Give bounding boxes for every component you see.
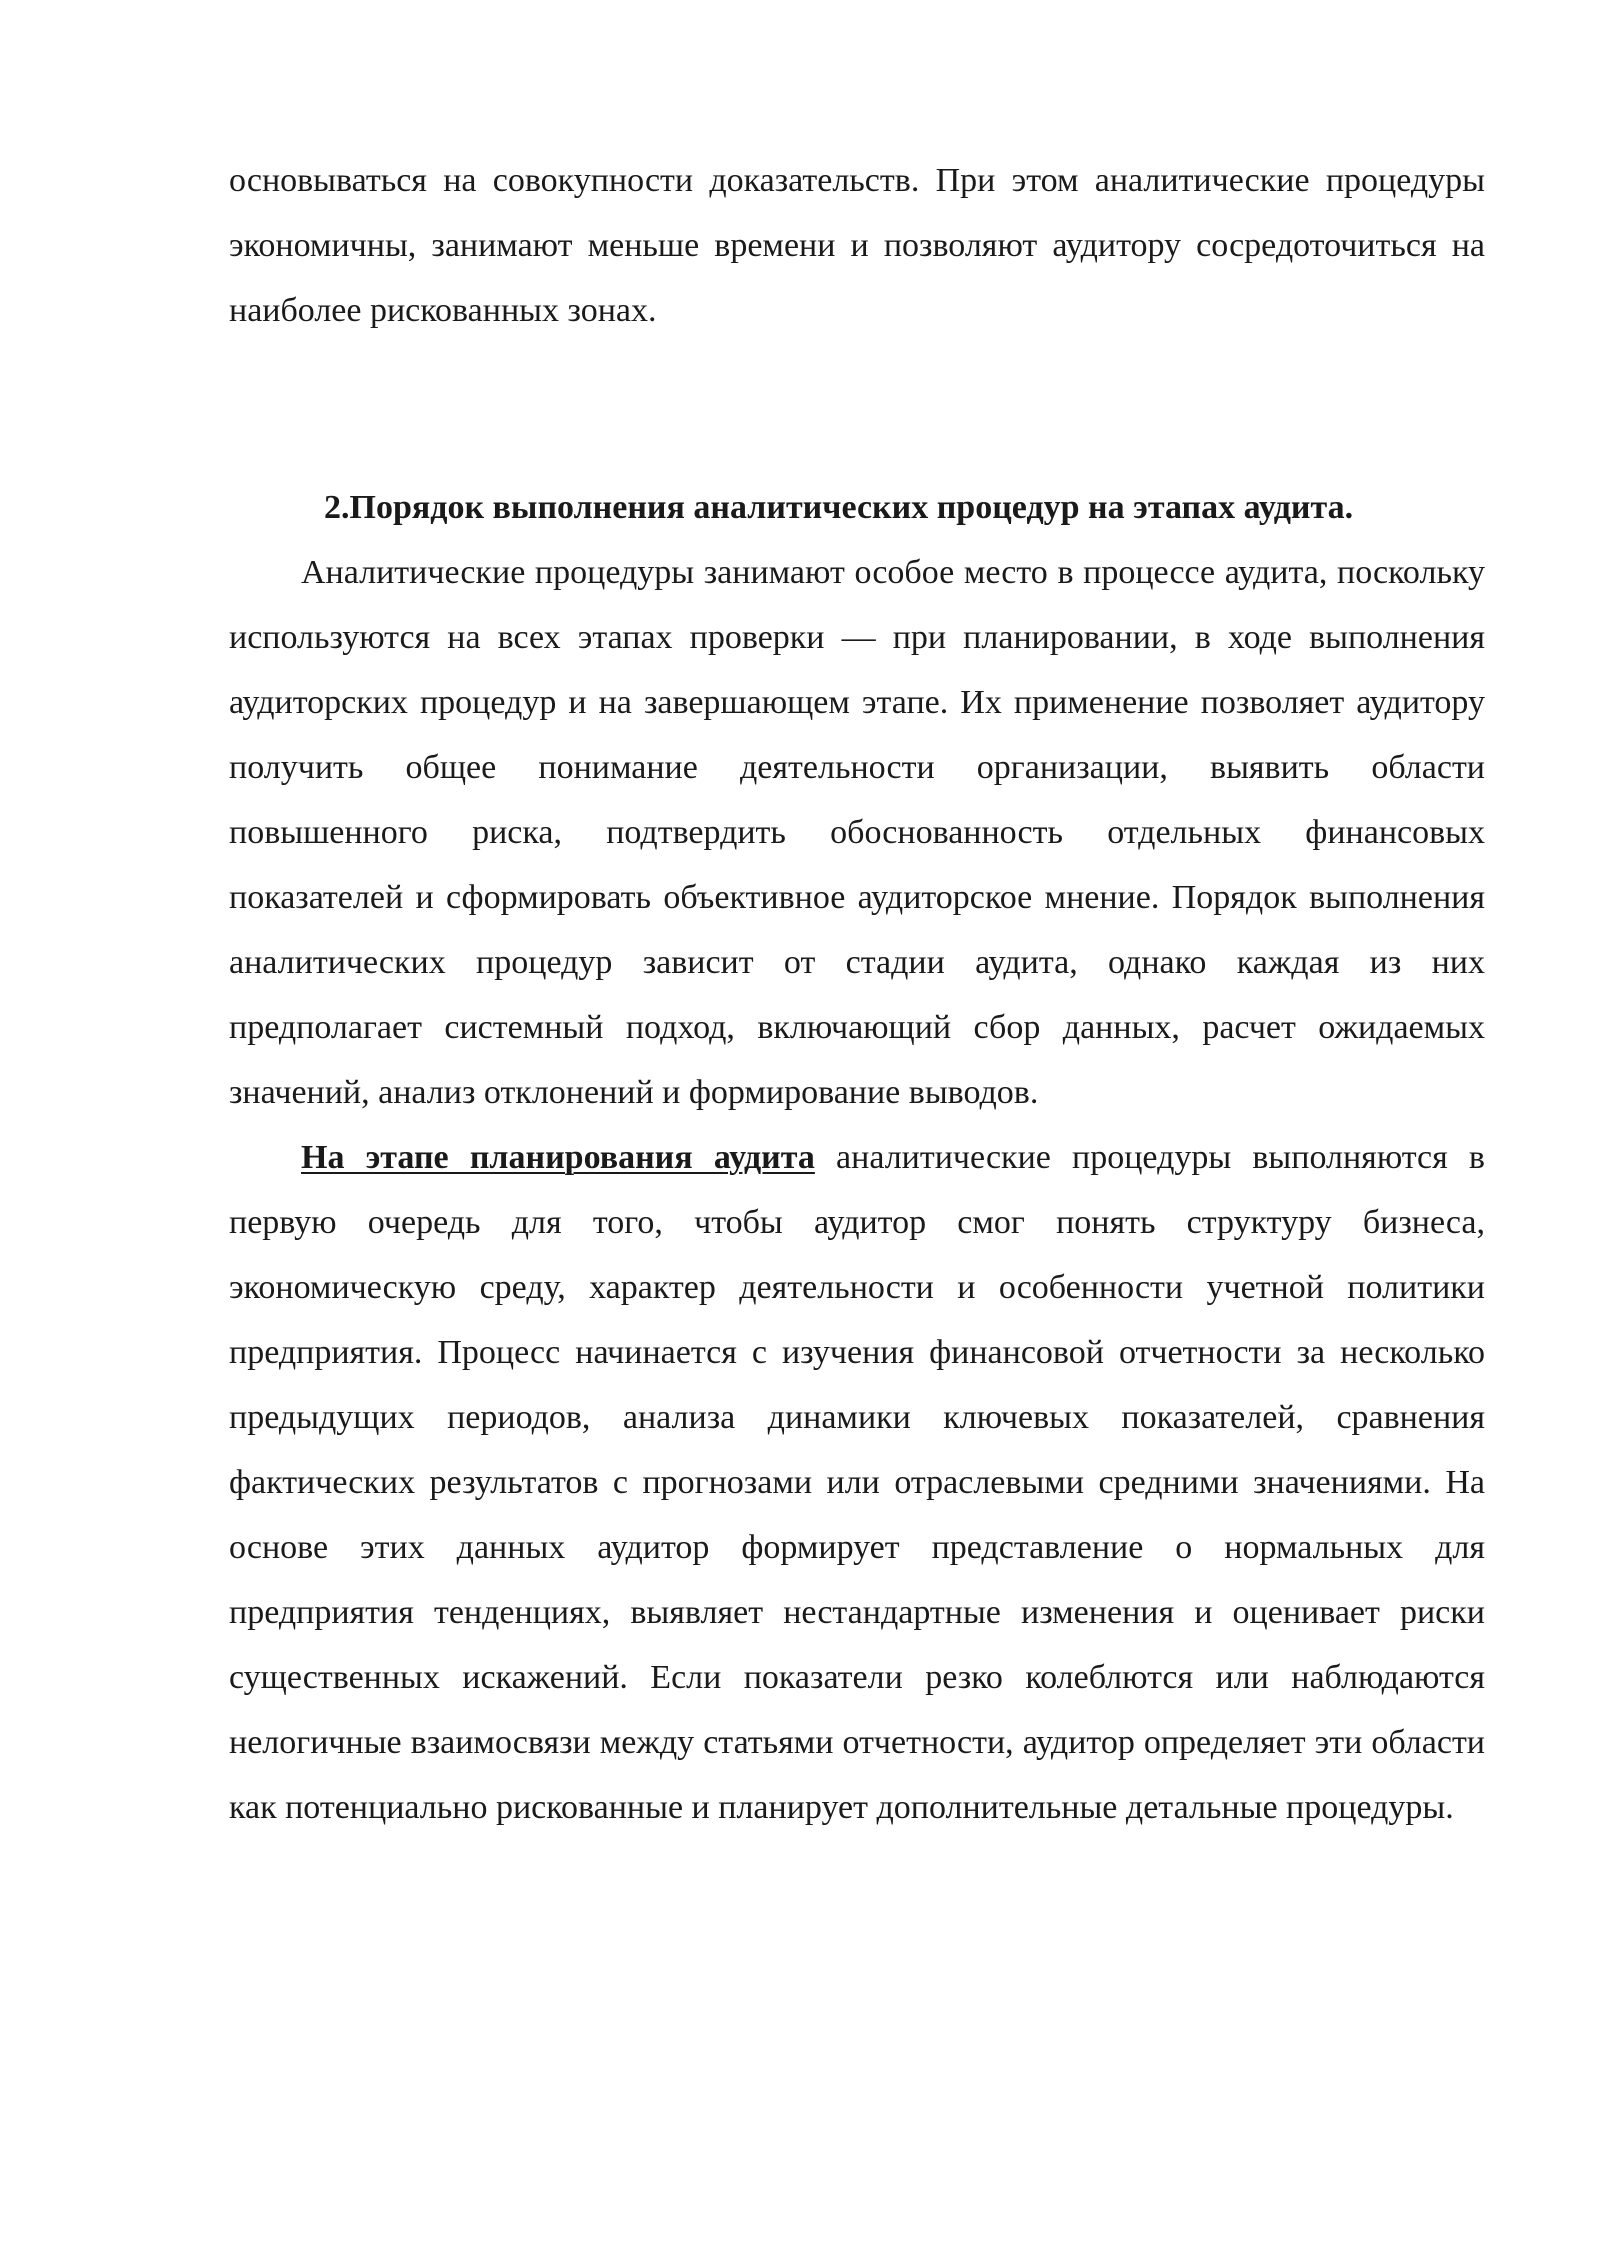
document-page [229, 148, 1485, 1840]
paragraph-lead-phrase: На этапе планирования аудита [301, 1139, 815, 1176]
paragraph-2-body: аналитические процедуры выполняются в первую очередь для того, чтобы аудитор смог понять структуру бизнеса, экономическую среду, характер деятельности и особенности учетной политики предприятия. Процесс начинается с изучения финансовой отчетности за несколько предыдущих периодов, анализа динамики ключевых показателей, сравнения фактических результатов с прогнозами или отраслевыми средними значениями. На основе этих данных аудитор формирует представление о нормальных для предприятия тенденциях, выявляет нестандартные изменения и оценивает риски существенных искажений. Если показатели резко колеблются или наблюдаются нелогичные взаимосвязи между статьями отчетности, аудитор определяет эти области как потенциально рискованные и планирует дополнительные детальные процедуры. [229, 1139, 1485, 1826]
body-paragraph-2 [229, 1125, 1485, 1840]
section-heading: 2.Порядок выполнения аналитических процедур на этапах аудита. [324, 489, 1354, 526]
intro-paragraph: основываться на совокупности доказательств. При этом аналитические процедуры экономичны, занимают меньше времени и позволяют аудитору сосредоточиться на наиболее рискованных зонах. [229, 162, 1485, 329]
body-paragraph-1: Аналитические процедуры занимают особое место в процессе аудита, поскольку используются на всех этапах проверки — при планировании, в ходе выполнения аудиторских процедур и на завершающем этапе. Их применение позволяет аудитору получить общее понимание деятельности организации, выявить области повышенного риска, подтвердить обоснованность отдельных финансовых показателей и сформировать объективное аудиторское мнение. Порядок выполнения аналитических процедур зависит от стадии аудита, однако каждая из них предполагает системный подход, включающий сбор данных, расчет ожидаемых значений, анализ отклонений и формирование выводов. [229, 554, 1485, 1111]
